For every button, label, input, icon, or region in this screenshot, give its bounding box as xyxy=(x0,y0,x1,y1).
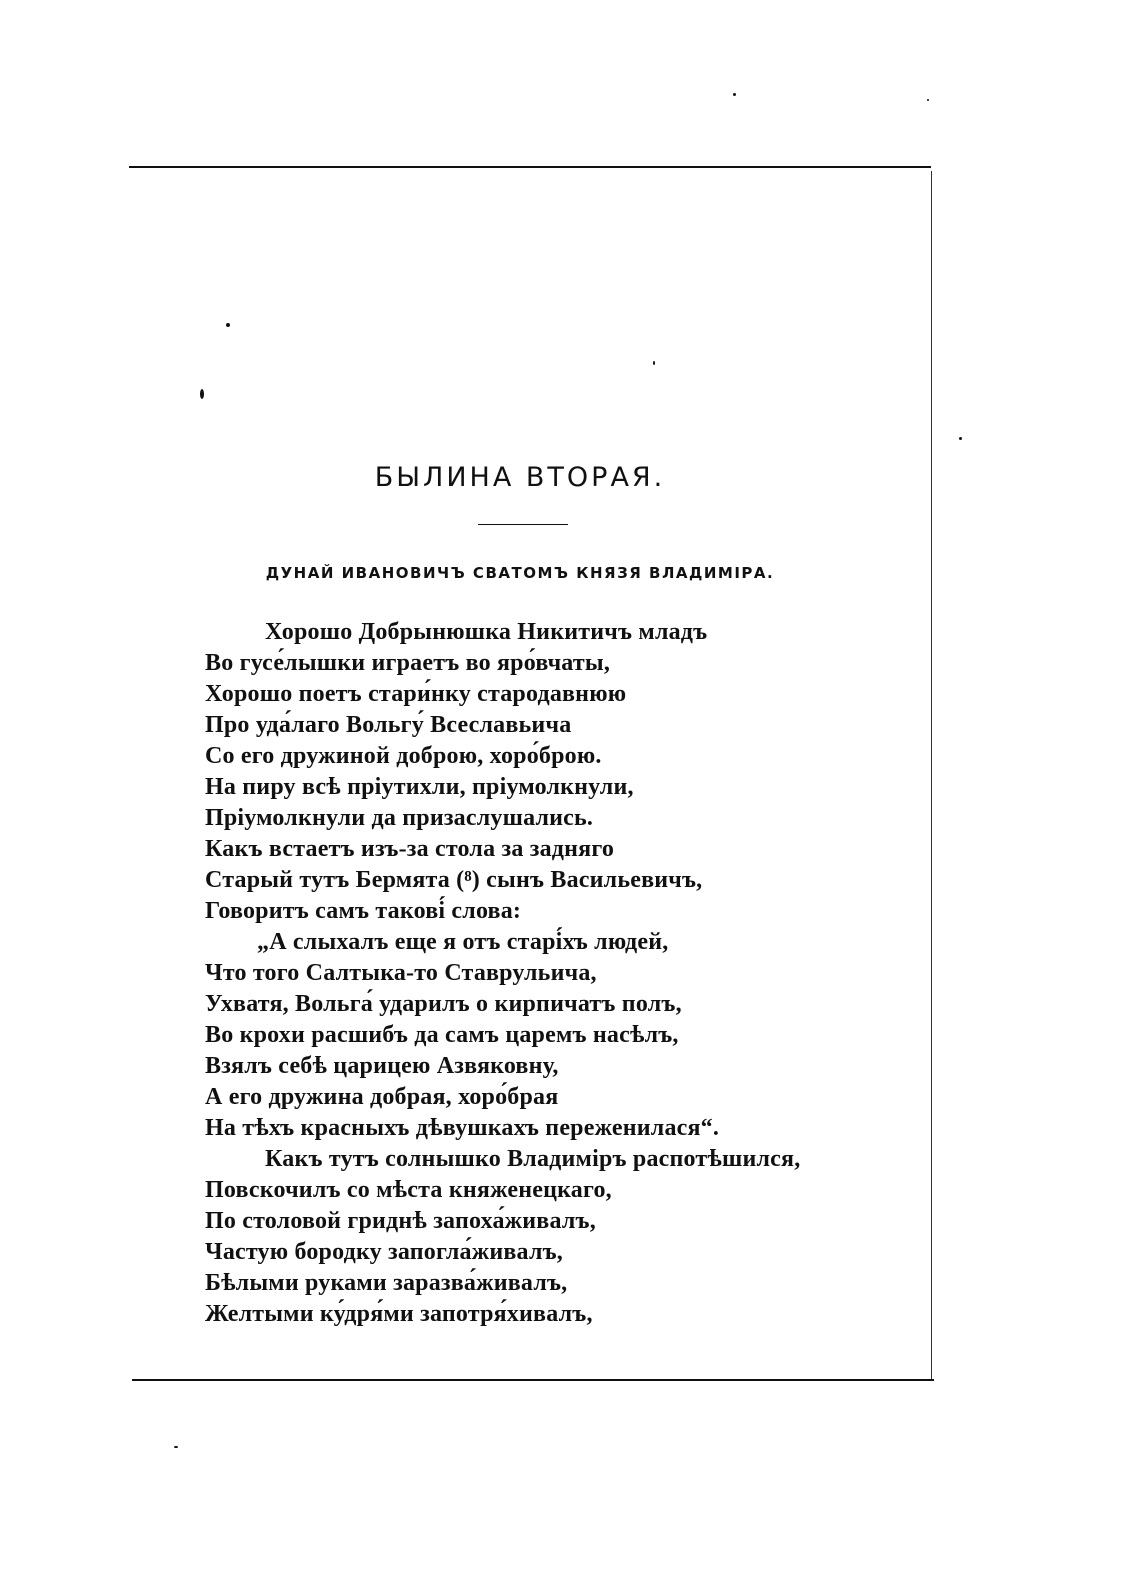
poem-line: Про уда́лаго Вольгу́ Всеславьича xyxy=(205,712,572,738)
poem-line: Какъ тутъ солнышко Владиміръ распотѣшился, xyxy=(265,1146,801,1172)
poem-line: На тѣхъ красныхъ дѣвушкахъ переженилася“. xyxy=(205,1115,720,1141)
poem-line: Повскочилъ со мѣста княженецкаго, xyxy=(205,1177,612,1203)
right-rule xyxy=(931,171,932,1379)
poem-line: Частую бородку запогла́живалъ, xyxy=(205,1239,564,1265)
poem-line: А его дружина добрая, хоро́брая xyxy=(205,1084,559,1110)
poem-line: Хорошо Добрынюшка Никитичъ младъ xyxy=(265,619,708,645)
scan-speck xyxy=(226,323,230,327)
poem-line: Хорошо поетъ стари́нку стародавнюю xyxy=(205,681,627,707)
top-rule xyxy=(129,166,931,168)
poem-line: Бѣлыми руками заразва́живалъ, xyxy=(205,1270,568,1296)
scan-speck xyxy=(959,437,962,440)
scan-speck xyxy=(174,1446,178,1448)
poem-text xyxy=(205,617,925,1330)
scan-speck xyxy=(200,389,204,399)
poem-line: На пиру всѣ пріутихли, пріумолкнули, xyxy=(205,774,634,800)
poem-line: Желтыми ку́дря́ми запотря́хивалъ, xyxy=(205,1301,593,1327)
poem-line: Во крохи расшибъ да самъ царемъ насѣлъ, xyxy=(205,1022,679,1048)
scan-speck xyxy=(653,361,655,365)
poem-line: Что того Салтыка-то Ставрульича, xyxy=(205,960,597,986)
poem-line: Какъ встаетъ изъ-за стола за задняго xyxy=(205,836,615,862)
poem-line: Во гусе́лышки играетъ во яро́вчаты, xyxy=(205,650,611,676)
poem-line: Ухватя, Вольга́ ударилъ о кирпичатъ полъ, xyxy=(205,991,682,1017)
poem-line: Со его дружиной доброю, хоро́брою. xyxy=(205,743,602,769)
title-divider xyxy=(478,524,568,525)
section-subtitle: ДУНАЙ ИВАНОВИЧЪ СВАТОМЪ КНЯЗЯ ВЛАДИМІРА. xyxy=(265,564,775,582)
poem-line: По столовой гриднѣ запоха́живалъ, xyxy=(205,1208,596,1234)
poem-line: Взялъ себѣ царицею Азвяковну, xyxy=(205,1053,559,1079)
page-title: БЫЛИНА ВТОРАЯ. xyxy=(374,462,666,493)
scan-speck xyxy=(927,99,929,101)
poem-line: Старый тутъ Бермята (⁸) сынъ Васильевичъ, xyxy=(205,867,703,893)
bottom-rule xyxy=(132,1379,934,1381)
poem-line: Пріумолкнули да призаслушались. xyxy=(205,805,594,831)
scan-speck xyxy=(733,93,736,96)
poem-line: „А слыхалъ еще я отъ старі́хъ людей, xyxy=(257,929,669,955)
poem-line: Говоритъ самъ такові́ слова: xyxy=(205,898,522,924)
